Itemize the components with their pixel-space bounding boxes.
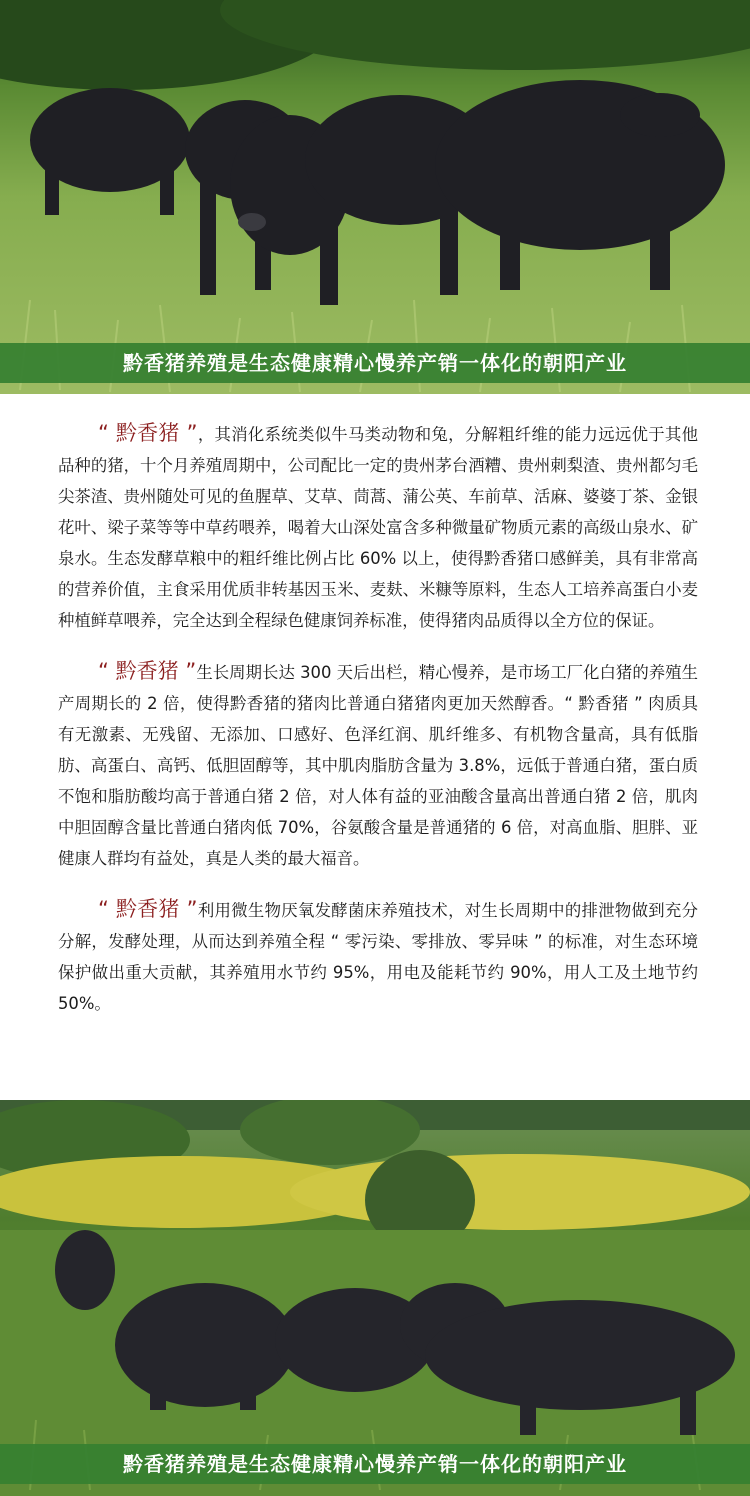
- paragraph-digestion: [58, 418, 698, 636]
- paragraph-eco-farming: [58, 894, 698, 1019]
- brand-name: “ 黔香猪 ”: [98, 659, 197, 683]
- brand-name: “ 黔香猪 ”: [98, 421, 198, 445]
- brand-name: “ 黔香猪 ”: [98, 897, 198, 921]
- paragraph-text: 生长周期长达 300 天后出栏，精心慢养，是市场工厂化白猪的养殖生产周期长的 2 倍，使得黔香猪的猪肉比普通白猪猪肉更加天然醇香。“ 黔香猪 ” 肉质具有无激素、无残留、无添加、口感好、色泽红润、肌纤维多、有机物含量高，具有低脂肪、高蛋白、高钙、低胆固醇等，其中肌肉脂肪含量为 3.8%，远低于普通白猪，蛋白质不饱和脂肪酸均高于普通白猪 2 倍，对人体有益的亚油酸含量高出普通白猪 2 倍，肌肉中胆固醇含量比普通白猪肉低 70%，谷氨酸含量是普通猪的 6 倍，对高血脂、胆胖、亚健康人群均有益处，真是人类的最大福音。: [58, 663, 698, 868]
- black-pigs-grazing-photo: [0, 0, 750, 394]
- bottom-slogan-banner: 黔香猪养殖是生态健康精心慢养产销一体化的朝阳产业: [0, 1444, 750, 1484]
- top-slogan-banner: 黔香猪养殖是生态健康精心慢养产销一体化的朝阳产业: [0, 343, 750, 383]
- article-body: [58, 418, 698, 1039]
- pigs-in-meadow-photo: [0, 1100, 750, 1496]
- paragraph-text: ，其消化系统类似牛马类动物和兔，分解粗纤维的能力远远优于其他品种的猪，十个月养殖周期中，公司配比一定的贵州茅台酒糟、贵州刺梨渣、贵州都匀毛尖茶渣、贵州随处可见的鱼腥草、艾草、茼蒿、蒲公英、车前草、活麻、婆婆丁茶、金银花叶、梁子菜等等中草药喂养，喝着大山深处富含多种微量矿物质元素的高级山泉水、矿泉水。生态发酵草粮中的粗纤维比例占比 60% 以上，使得黔香猪口感鲜美，具有非常高的营养价值，主食采用优质非转基因玉米、麦麸、米糠等原料，生态人工培养高蛋白小麦种植鲜草喂养，完全达到全程绿色健康饲养标准，使得猪肉品质得以全方位的保证。: [58, 425, 698, 630]
- paragraph-text: 利用微生物厌氧发酵菌床养殖技术，对生长周期中的排泄物做到充分分解，发酵处理，从而达到养殖全程 “ 零污染、零排放、零异味 ” 的标准，对生态环境保护做出重大贡献，其养殖用水节约 95%，用电及能耗节约 90%，用人工及土地节约 50%。: [58, 901, 698, 1013]
- paragraph-growth-cycle: [58, 656, 698, 874]
